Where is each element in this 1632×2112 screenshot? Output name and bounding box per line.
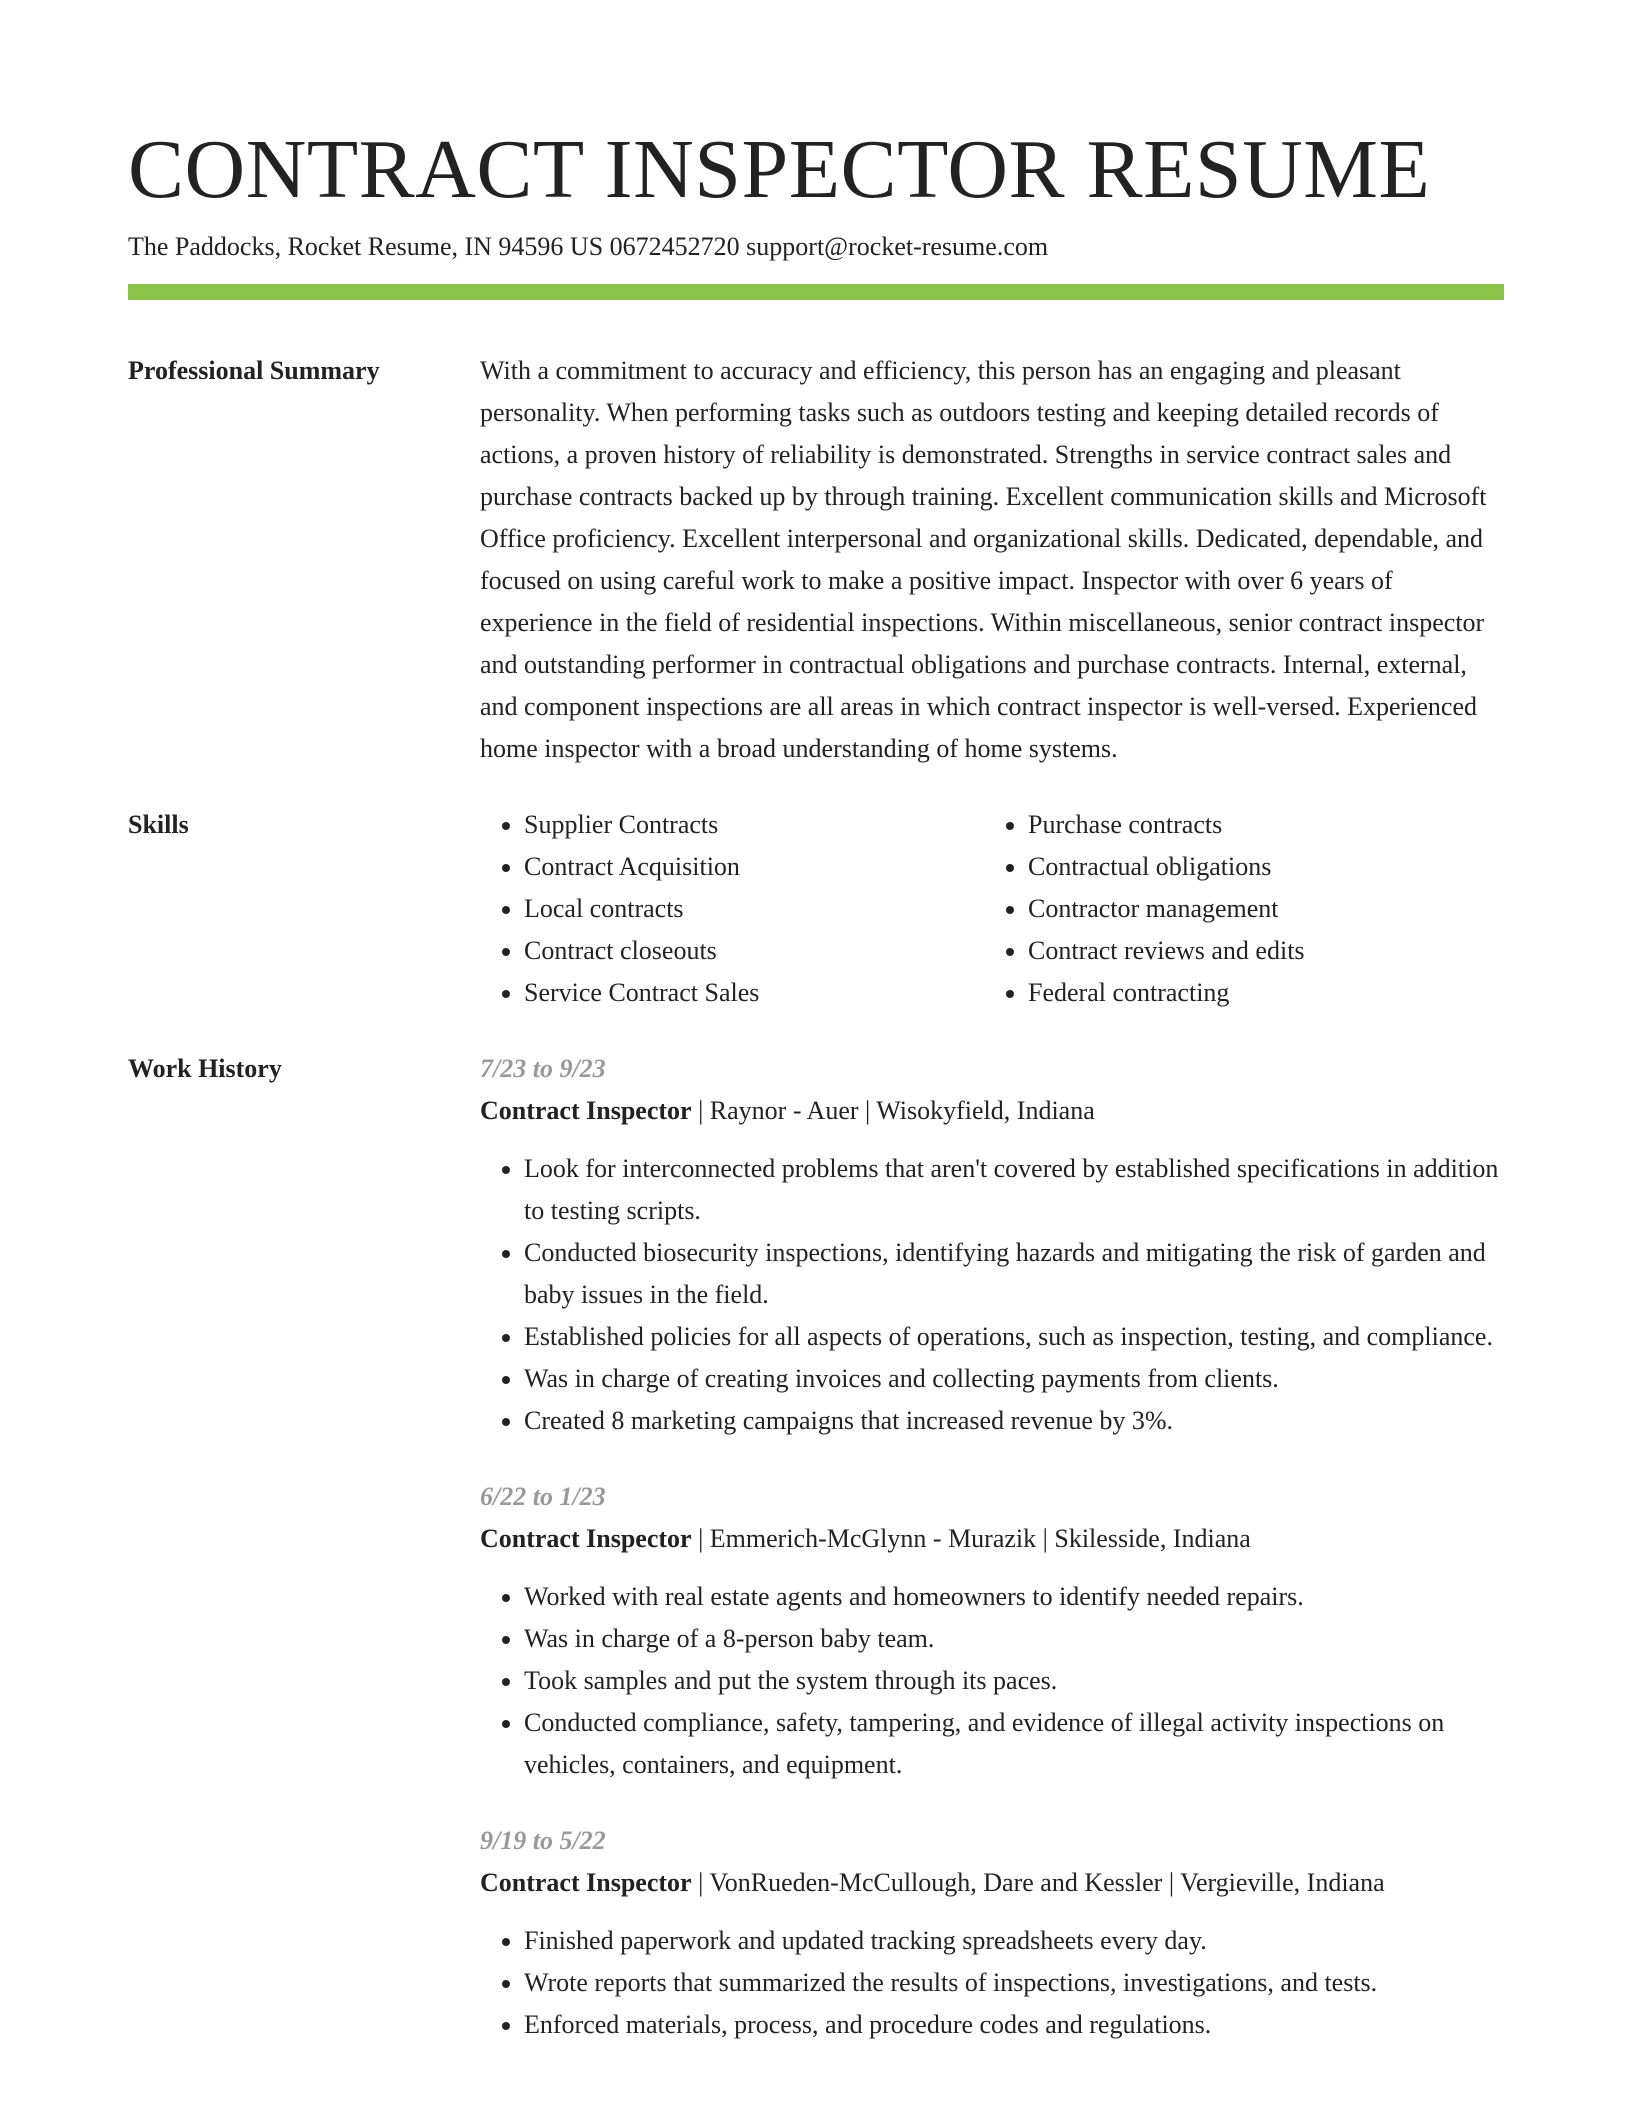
skills-label: Skills bbox=[128, 810, 189, 839]
job-bullet: • Established policies for all aspects of operations, such as inspection, testing, and compliance. bbox=[524, 1316, 1504, 1358]
job-title: Contract Inspector bbox=[480, 1868, 692, 1897]
job-bullet: • Created 8 marketing campaigns that increased revenue by 3%. bbox=[524, 1400, 1504, 1442]
job-heading bbox=[480, 1862, 1504, 1904]
job-heading bbox=[480, 1518, 1504, 1560]
job-dates: 7/23 to 9/23 bbox=[480, 1054, 606, 1083]
summary-label: Professional Summary bbox=[128, 356, 380, 385]
skills-section bbox=[128, 804, 1504, 1014]
job-title: Contract Inspector bbox=[480, 1524, 692, 1553]
separator: | bbox=[1162, 1868, 1181, 1897]
skill-item: • Contractor management bbox=[1028, 888, 1504, 930]
job-bullet: • Was in charge of creating invoices and collecting payments from clients. bbox=[524, 1358, 1504, 1400]
skill-item: • Contract reviews and edits bbox=[1028, 930, 1504, 972]
skills-list-right bbox=[984, 804, 1504, 1014]
job-bullets bbox=[480, 1576, 1504, 1786]
skill-item: • Local contracts bbox=[524, 888, 984, 930]
job-location: Vergieville, Indiana bbox=[1180, 1868, 1385, 1897]
job-bullet: • Took samples and put the system through its paces. bbox=[524, 1660, 1504, 1702]
separator: | bbox=[691, 1524, 710, 1553]
job-title: Contract Inspector bbox=[480, 1096, 692, 1125]
skill-item: • Contractual obligations bbox=[1028, 846, 1504, 888]
job-company: Raynor - Auer bbox=[709, 1096, 859, 1125]
job-bullet: • Look for interconnected problems that aren't covered by established specifications in addition to testing scripts. bbox=[524, 1148, 1504, 1232]
job-entry bbox=[480, 1048, 1504, 1442]
contact-phone: 0672452720 bbox=[609, 232, 740, 261]
job-bullet: • Finished paperwork and updated tracking spreadsheets every day. bbox=[524, 1920, 1504, 1962]
job-dates: 9/19 to 5/22 bbox=[480, 1826, 606, 1855]
skill-item: • Contract closeouts bbox=[524, 930, 984, 972]
skill-item: • Contract Acquisition bbox=[524, 846, 984, 888]
skills-list-left bbox=[480, 804, 984, 1014]
separator: | bbox=[1036, 1524, 1055, 1553]
job-location: Skilesside, Indiana bbox=[1054, 1524, 1251, 1553]
skill-item: • Purchase contracts bbox=[1028, 804, 1504, 846]
resume-title: CONTRACT INSPECTOR RESUME bbox=[128, 123, 1431, 216]
contact-address: The Paddocks, Rocket Resume, IN 94596 US bbox=[128, 232, 604, 261]
skill-item: • Supplier Contracts bbox=[524, 804, 984, 846]
job-bullet: • Conducted biosecurity inspections, identifying hazards and mitigating the risk of garden and baby issues in the field. bbox=[524, 1232, 1504, 1316]
job-dates: 6/22 to 1/23 bbox=[480, 1482, 606, 1511]
contact-email[interactable]: support@rocket-resume.com bbox=[746, 232, 1049, 261]
work-history-section bbox=[128, 1048, 1504, 2080]
contact-line bbox=[128, 230, 1504, 264]
job-bullet: • Worked with real estate agents and homeowners to identify needed repairs. bbox=[524, 1576, 1504, 1618]
job-heading bbox=[480, 1090, 1504, 1132]
header-divider bbox=[128, 284, 1504, 300]
job-location: Wisokyfield, Indiana bbox=[876, 1096, 1095, 1125]
job-bullets bbox=[480, 1920, 1504, 2046]
job-entry bbox=[480, 1476, 1504, 1786]
job-bullets bbox=[480, 1148, 1504, 1442]
summary-section bbox=[128, 350, 1504, 770]
job-bullet: • Was in charge of a 8-person baby team. bbox=[524, 1618, 1504, 1660]
separator: | bbox=[691, 1868, 710, 1897]
job-entry bbox=[480, 1820, 1504, 2046]
job-company: Emmerich-McGlynn - Murazik bbox=[709, 1524, 1037, 1553]
job-bullet: • Conducted compliance, safety, tampering, and evidence of illegal activity inspections on vehicles, containers, and equipment. bbox=[524, 1702, 1504, 1786]
separator: | bbox=[691, 1096, 710, 1125]
resume-page bbox=[128, 118, 1504, 2080]
summary-text: With a commitment to accuracy and efficiency, this person has an engaging and pleasant personality. When performing tasks such as outdoors testing and keeping detailed records of actions, a proven history of reliability is demonstrated. Strengths in service contract sales and purchase contracts backed up by through training. Excellent communication skills and Microsoft Office proficiency. Excellent interpersonal and organizational skills. Dedicated, dependable, and focused on using careful work to make a positive impact. Inspector with over 6 years of experience in the field of residential inspections. Within miscellaneous, senior contract inspector and outstanding performer in contractual obligations and purchase contracts. Internal, external, and component inspections are all areas in which contract inspector is well-versed. Experienced home inspector with a broad understanding of home systems. bbox=[480, 356, 1487, 763]
job-bullet: • Wrote reports that summarized the results of inspections, investigations, and tests. bbox=[524, 1962, 1504, 2004]
skill-item: • Service Contract Sales bbox=[524, 972, 984, 1014]
skill-item: • Federal contracting bbox=[1028, 972, 1504, 1014]
job-company: VonRueden-McCullough, Dare and Kessler bbox=[709, 1868, 1163, 1897]
separator: | bbox=[858, 1096, 877, 1125]
job-bullet: • Enforced materials, process, and procedure codes and regulations. bbox=[524, 2004, 1504, 2046]
work-history-label: Work History bbox=[128, 1054, 282, 1083]
